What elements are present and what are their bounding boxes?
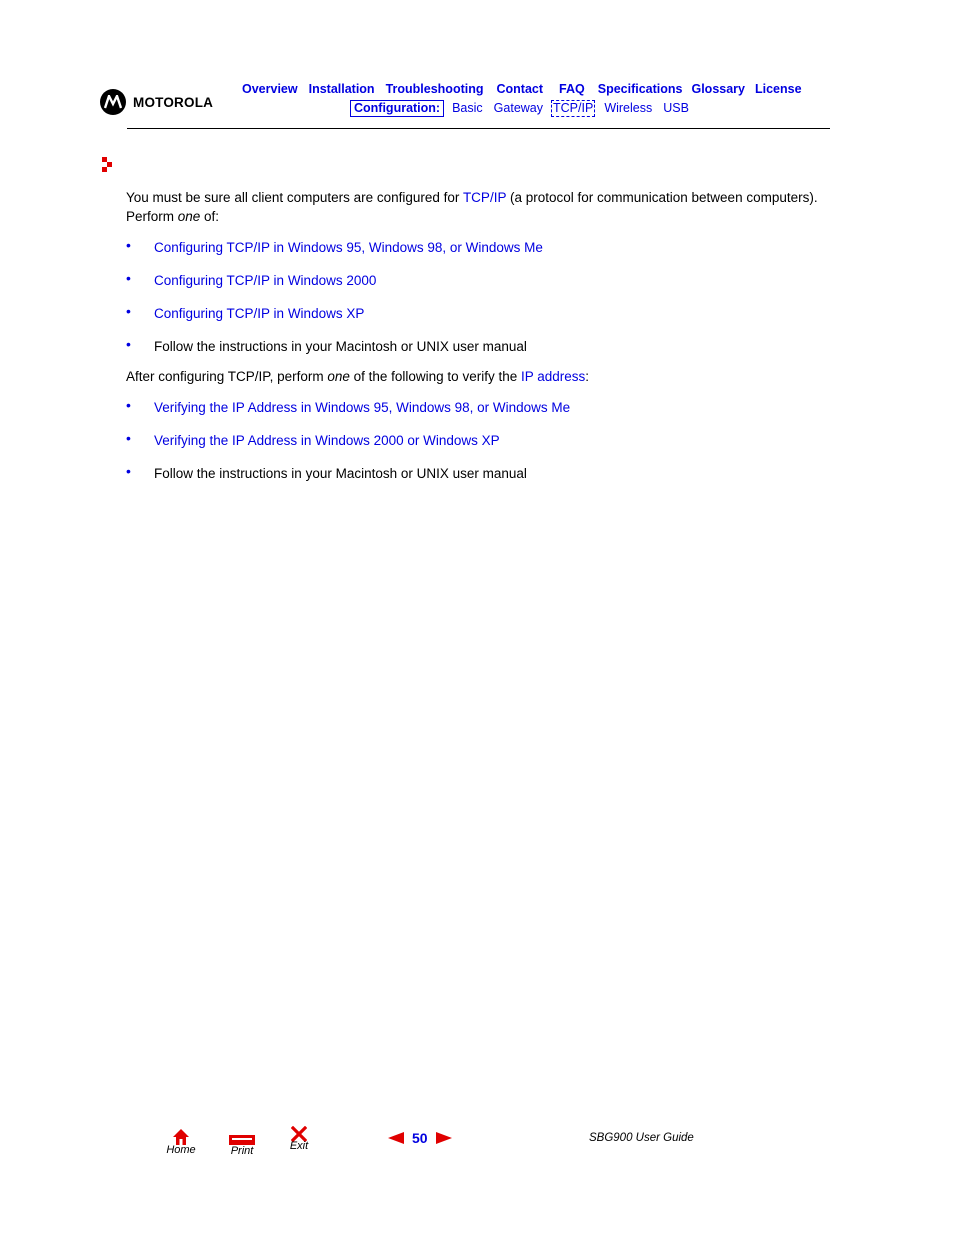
intro-paragraph: You must be sure all client computers are configured for TCP/IP (a protocol for communication between computers). Perform one of: bbox=[126, 190, 818, 224]
subnav-usb[interactable]: USB bbox=[663, 101, 689, 115]
bullet-icon: • bbox=[126, 336, 131, 352]
list-item bbox=[126, 464, 826, 483]
list-item bbox=[126, 398, 826, 417]
bullet-icon: • bbox=[126, 397, 131, 413]
main-nav bbox=[242, 82, 813, 96]
tcpip-glossary-link[interactable]: TCP/IP bbox=[462, 190, 507, 205]
subnav-tcpip[interactable]: TCP/IP bbox=[553, 101, 594, 115]
config-label[interactable]: Configuration: bbox=[350, 100, 444, 117]
nav-faq[interactable]: FAQ bbox=[559, 82, 585, 96]
subnav-wireless[interactable]: Wireless bbox=[604, 101, 653, 115]
print-button[interactable] bbox=[224, 1133, 260, 1157]
page-number: 50 bbox=[412, 1130, 428, 1146]
nav-contact[interactable]: Contact bbox=[496, 82, 544, 96]
nav-license[interactable]: License bbox=[755, 82, 802, 96]
config-mac-unix-text: Follow the instructions in your Macintosh or UNIX user manual bbox=[154, 339, 527, 354]
motorola-logo bbox=[100, 89, 213, 115]
config-winxp-link[interactable]: Configuring TCP/IP in Windows XP bbox=[154, 306, 365, 321]
bullet-icon: • bbox=[126, 270, 131, 286]
verify-win9x-link[interactable]: Verifying the IP Address in Windows 95, Windows 98, or Windows Me bbox=[154, 400, 571, 415]
motorola-logo-icon bbox=[100, 89, 126, 115]
verify-options-list bbox=[126, 398, 826, 483]
config-subnav bbox=[350, 100, 700, 117]
bullet-icon: • bbox=[126, 430, 131, 446]
page-navigation bbox=[388, 1130, 452, 1146]
prev-page-icon[interactable] bbox=[388, 1132, 404, 1144]
logo-text: MOTOROLA bbox=[133, 94, 214, 110]
nav-glossary[interactable]: Glossary bbox=[691, 82, 745, 96]
section-marker-icon bbox=[102, 157, 114, 178]
config-win9x-link[interactable]: Configuring TCP/IP in Windows 95, Windows 98, or Windows Me bbox=[154, 240, 543, 255]
subnav-gateway[interactable]: Gateway bbox=[493, 101, 544, 115]
main-content bbox=[126, 188, 826, 483]
next-page-icon[interactable] bbox=[436, 1132, 452, 1144]
list-item bbox=[126, 271, 826, 290]
home-label: Home bbox=[166, 1144, 196, 1156]
bullet-icon: • bbox=[126, 237, 131, 253]
list-item bbox=[126, 304, 826, 323]
bullet-icon: • bbox=[126, 463, 131, 479]
config-win2000-link[interactable]: Configuring TCP/IP in Windows 2000 bbox=[154, 273, 377, 288]
nav-troubleshooting[interactable]: Troubleshooting bbox=[385, 82, 484, 96]
header-divider bbox=[127, 128, 830, 129]
list-item bbox=[126, 337, 826, 356]
verify-mac-unix-text: Follow the instructions in your Macintosh or UNIX user manual bbox=[154, 466, 527, 481]
verify-win2000-xp-link[interactable]: Verifying the IP Address in Windows 2000 or Windows XP bbox=[154, 433, 500, 448]
print-label: Print bbox=[230, 1145, 254, 1157]
ip-address-glossary-link[interactable]: IP address bbox=[520, 369, 586, 384]
config-options-list bbox=[126, 238, 826, 356]
nav-installation[interactable]: Installation bbox=[308, 82, 375, 96]
list-item bbox=[126, 238, 826, 257]
nav-overview[interactable]: Overview bbox=[242, 82, 298, 96]
verify-paragraph: After configuring TCP/IP, perform one of the following to verify the IP address: bbox=[126, 369, 590, 384]
guide-title: SBG900 User Guide bbox=[589, 1132, 694, 1144]
exit-button[interactable] bbox=[282, 1126, 316, 1152]
nav-specifications[interactable]: Specifications bbox=[597, 82, 683, 96]
subnav-basic[interactable]: Basic bbox=[452, 101, 483, 115]
list-item bbox=[126, 431, 826, 450]
exit-label: Exit bbox=[289, 1140, 309, 1152]
bullet-icon: • bbox=[126, 303, 131, 319]
home-button[interactable] bbox=[163, 1128, 199, 1156]
